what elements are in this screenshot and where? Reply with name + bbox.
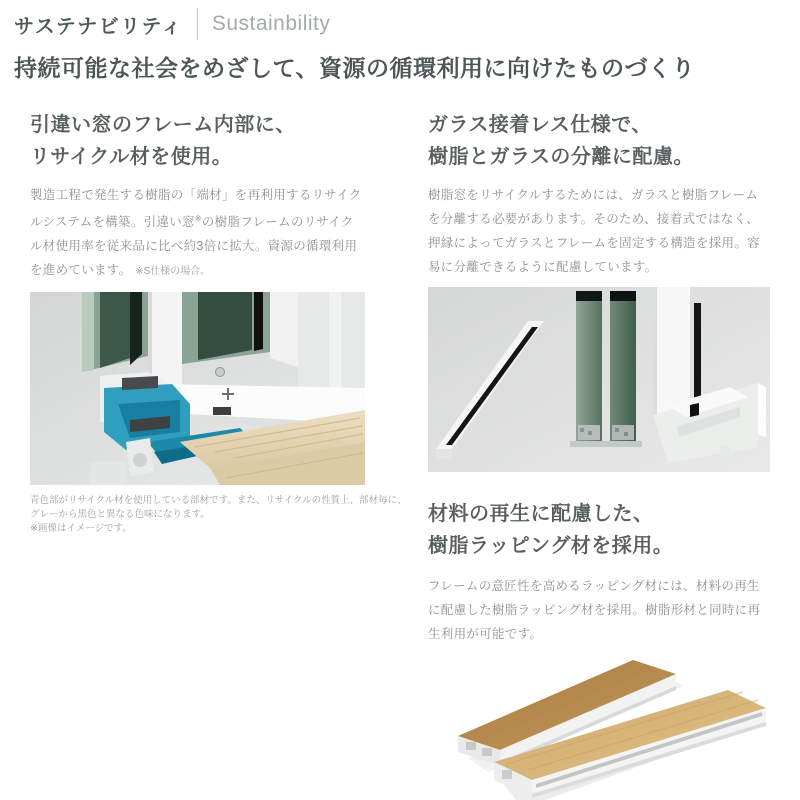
wrapping-figure-profiles <box>428 650 770 800</box>
recycle-heading <box>30 109 365 173</box>
content-columns <box>30 109 770 800</box>
column-recycle <box>30 109 407 800</box>
separation-heading-line2: 樹脂とガラスの分離に配慮。 <box>428 146 694 168</box>
wrapping-heading <box>428 498 770 562</box>
title-divider <box>197 8 198 40</box>
page-title-japanese: サステナビリティ <box>14 15 183 38</box>
recycle-figure-window-cutaway <box>30 292 365 485</box>
recycle-body <box>30 183 365 284</box>
window-cutaway-illustration <box>30 292 365 485</box>
page-header <box>0 0 800 38</box>
page-title-english: Sustainbility <box>211 12 331 35</box>
separation-figure-glass-bead <box>428 287 770 472</box>
separation-heading <box>428 109 770 173</box>
recycle-caption-line1: 青色部がリサイクル材を使用している部材です。また、リサイクルの性質上、部材毎に、 <box>30 495 407 507</box>
recycle-heading-line2: リサイクル材を使用。 <box>30 146 233 168</box>
recycle-caption-line2: グレーから黒色と異なる色味になります。 <box>30 509 210 521</box>
recycle-caption-line3: ※画像はイメージです。 <box>30 523 132 535</box>
recycle-heading-line1: 引違い窓のフレーム内部に、 <box>30 114 296 136</box>
wrapped-profiles-illustration <box>428 650 770 800</box>
recycle-body-part1: 製造工程で発生する樹脂の「端材」を再利用するリサイクルシステムを構築。引違い窓 <box>30 188 362 230</box>
separation-heading-line1: ガラス接着レス仕様で、 <box>428 114 652 136</box>
recycle-caption <box>30 494 407 536</box>
wrapping-body: フレームの意匠性を高めるラッピング材には、材料の再生に配慮した樹脂ラッピング材を採用。樹脂形材と同時に再生利用が可能です。 <box>428 579 761 641</box>
recycle-body-part2: の樹脂フレームのリサイクル材使用率を従来品に比べ約3倍に拡大。資源の循環利用を進めています。 <box>30 215 358 278</box>
wrapping-heading-line1: 材料の再生に配慮した、 <box>428 503 654 525</box>
lead-heading: 持続可能な社会をめざして、資源の循環利用に向けたものづくり <box>14 55 696 81</box>
wrapping-heading-line2: 樹脂ラッピング材を採用。 <box>428 535 674 557</box>
recycle-footnote: ※S仕様の場合。 <box>135 266 211 278</box>
column-separation-wrapping <box>428 109 770 800</box>
separation-body: 樹脂窓をリサイクルするためには、ガラスと樹脂フレームを分離する必要があります。そのため、接着式ではなく、押縁によってガラスとフレームを固定する構造を採用。容易に分離できるように配慮しています。 <box>428 188 760 274</box>
glass-separation-illustration <box>428 287 770 472</box>
recycle-body-sup: ※ <box>194 214 202 223</box>
